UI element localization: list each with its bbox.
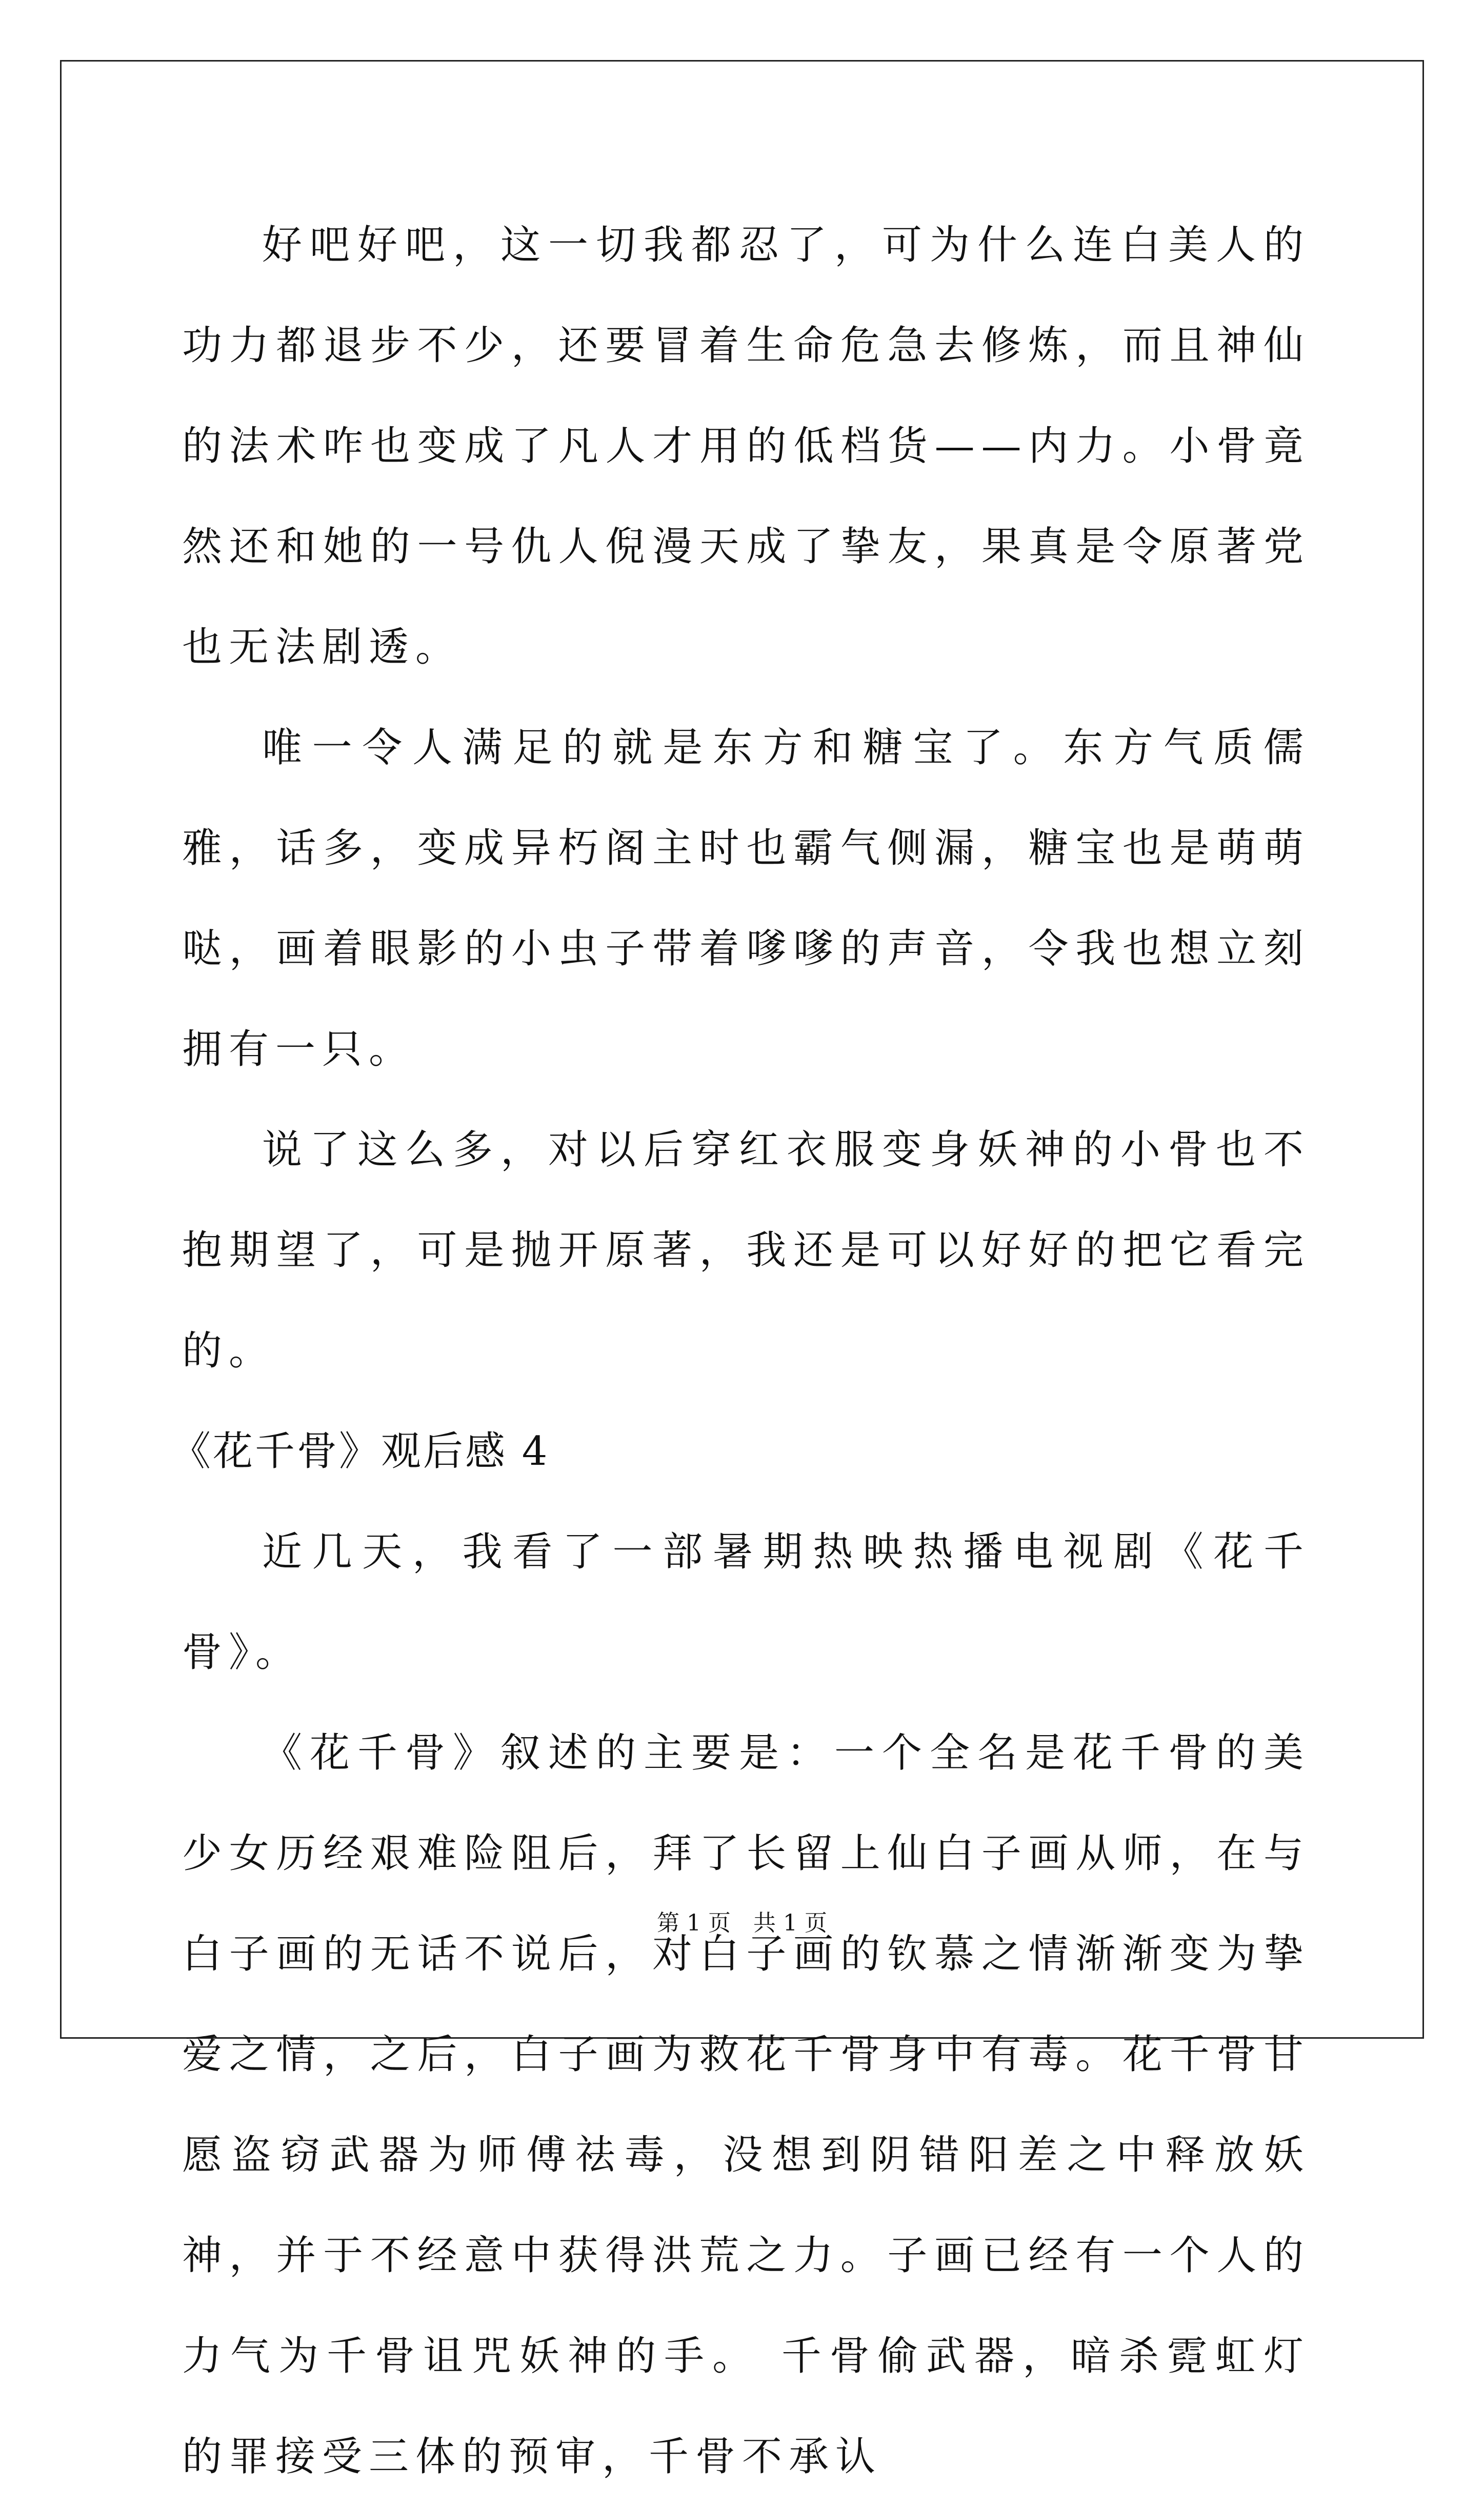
- paragraph: 唯一令人满足的就是东方和糖宝了。东方气质儒雅，话多，变成异朽阁主时也霸气侧漏，糖宝也是萌萌哒，画着眼影的小虫子带着嗲嗲的声音，令我也想立刻拥有一只。: [182, 725, 1310, 1072]
- page-number: 第 1 页: [657, 1910, 731, 1936]
- paragraph: 近几天，我看了一部暑期热映热播电视剧《花千骨》。: [182, 1529, 1310, 1676]
- paragraph: 说了这么多，对以后穿红衣服变身妖神的小骨也不抱期望了，可是抛开原著，我还是可以好好的把它看完的。: [182, 1127, 1310, 1374]
- paragraph: 《花千骨》叙述的主要是：一个全名是花千骨的美少女历经艰难险阻后，拜了长留上仙白子画从师，在与白子画的无话不说后，对白子画的钦慕之情渐渐变为挚爱之情，之后，白子画为救花千骨身中有毒。花千骨甘愿盗窃武器为师傅祛毒，没想到阴错阳差之中释放妖神，并于不经意中获得洪荒之力。子画已经有一个人的力气为千骨诅咒妖神的手。 千骨偷武器，暗杀霓虹灯的罪接受三体的预审，千骨不承认: [182, 1730, 1310, 2480]
- page-footer: [0, 1908, 1484, 1939]
- page-total: 共 1 页: [753, 1910, 827, 1936]
- paragraph: 好吧好吧，这一切我都忍了，可为什么连白美人的功力都退步不少，还要冒着生命危急去修炼，而且神仙的法术咋也变成了凡人才用的低档货——内力。小骨竟然还和她的一号仇人倪漫天成了挚友，果真是令原著党也无法剧透。: [182, 222, 1310, 670]
- section-heading: 《花千骨》观后感 4: [171, 1428, 550, 1475]
- document-body: [171, 195, 1310, 2507]
